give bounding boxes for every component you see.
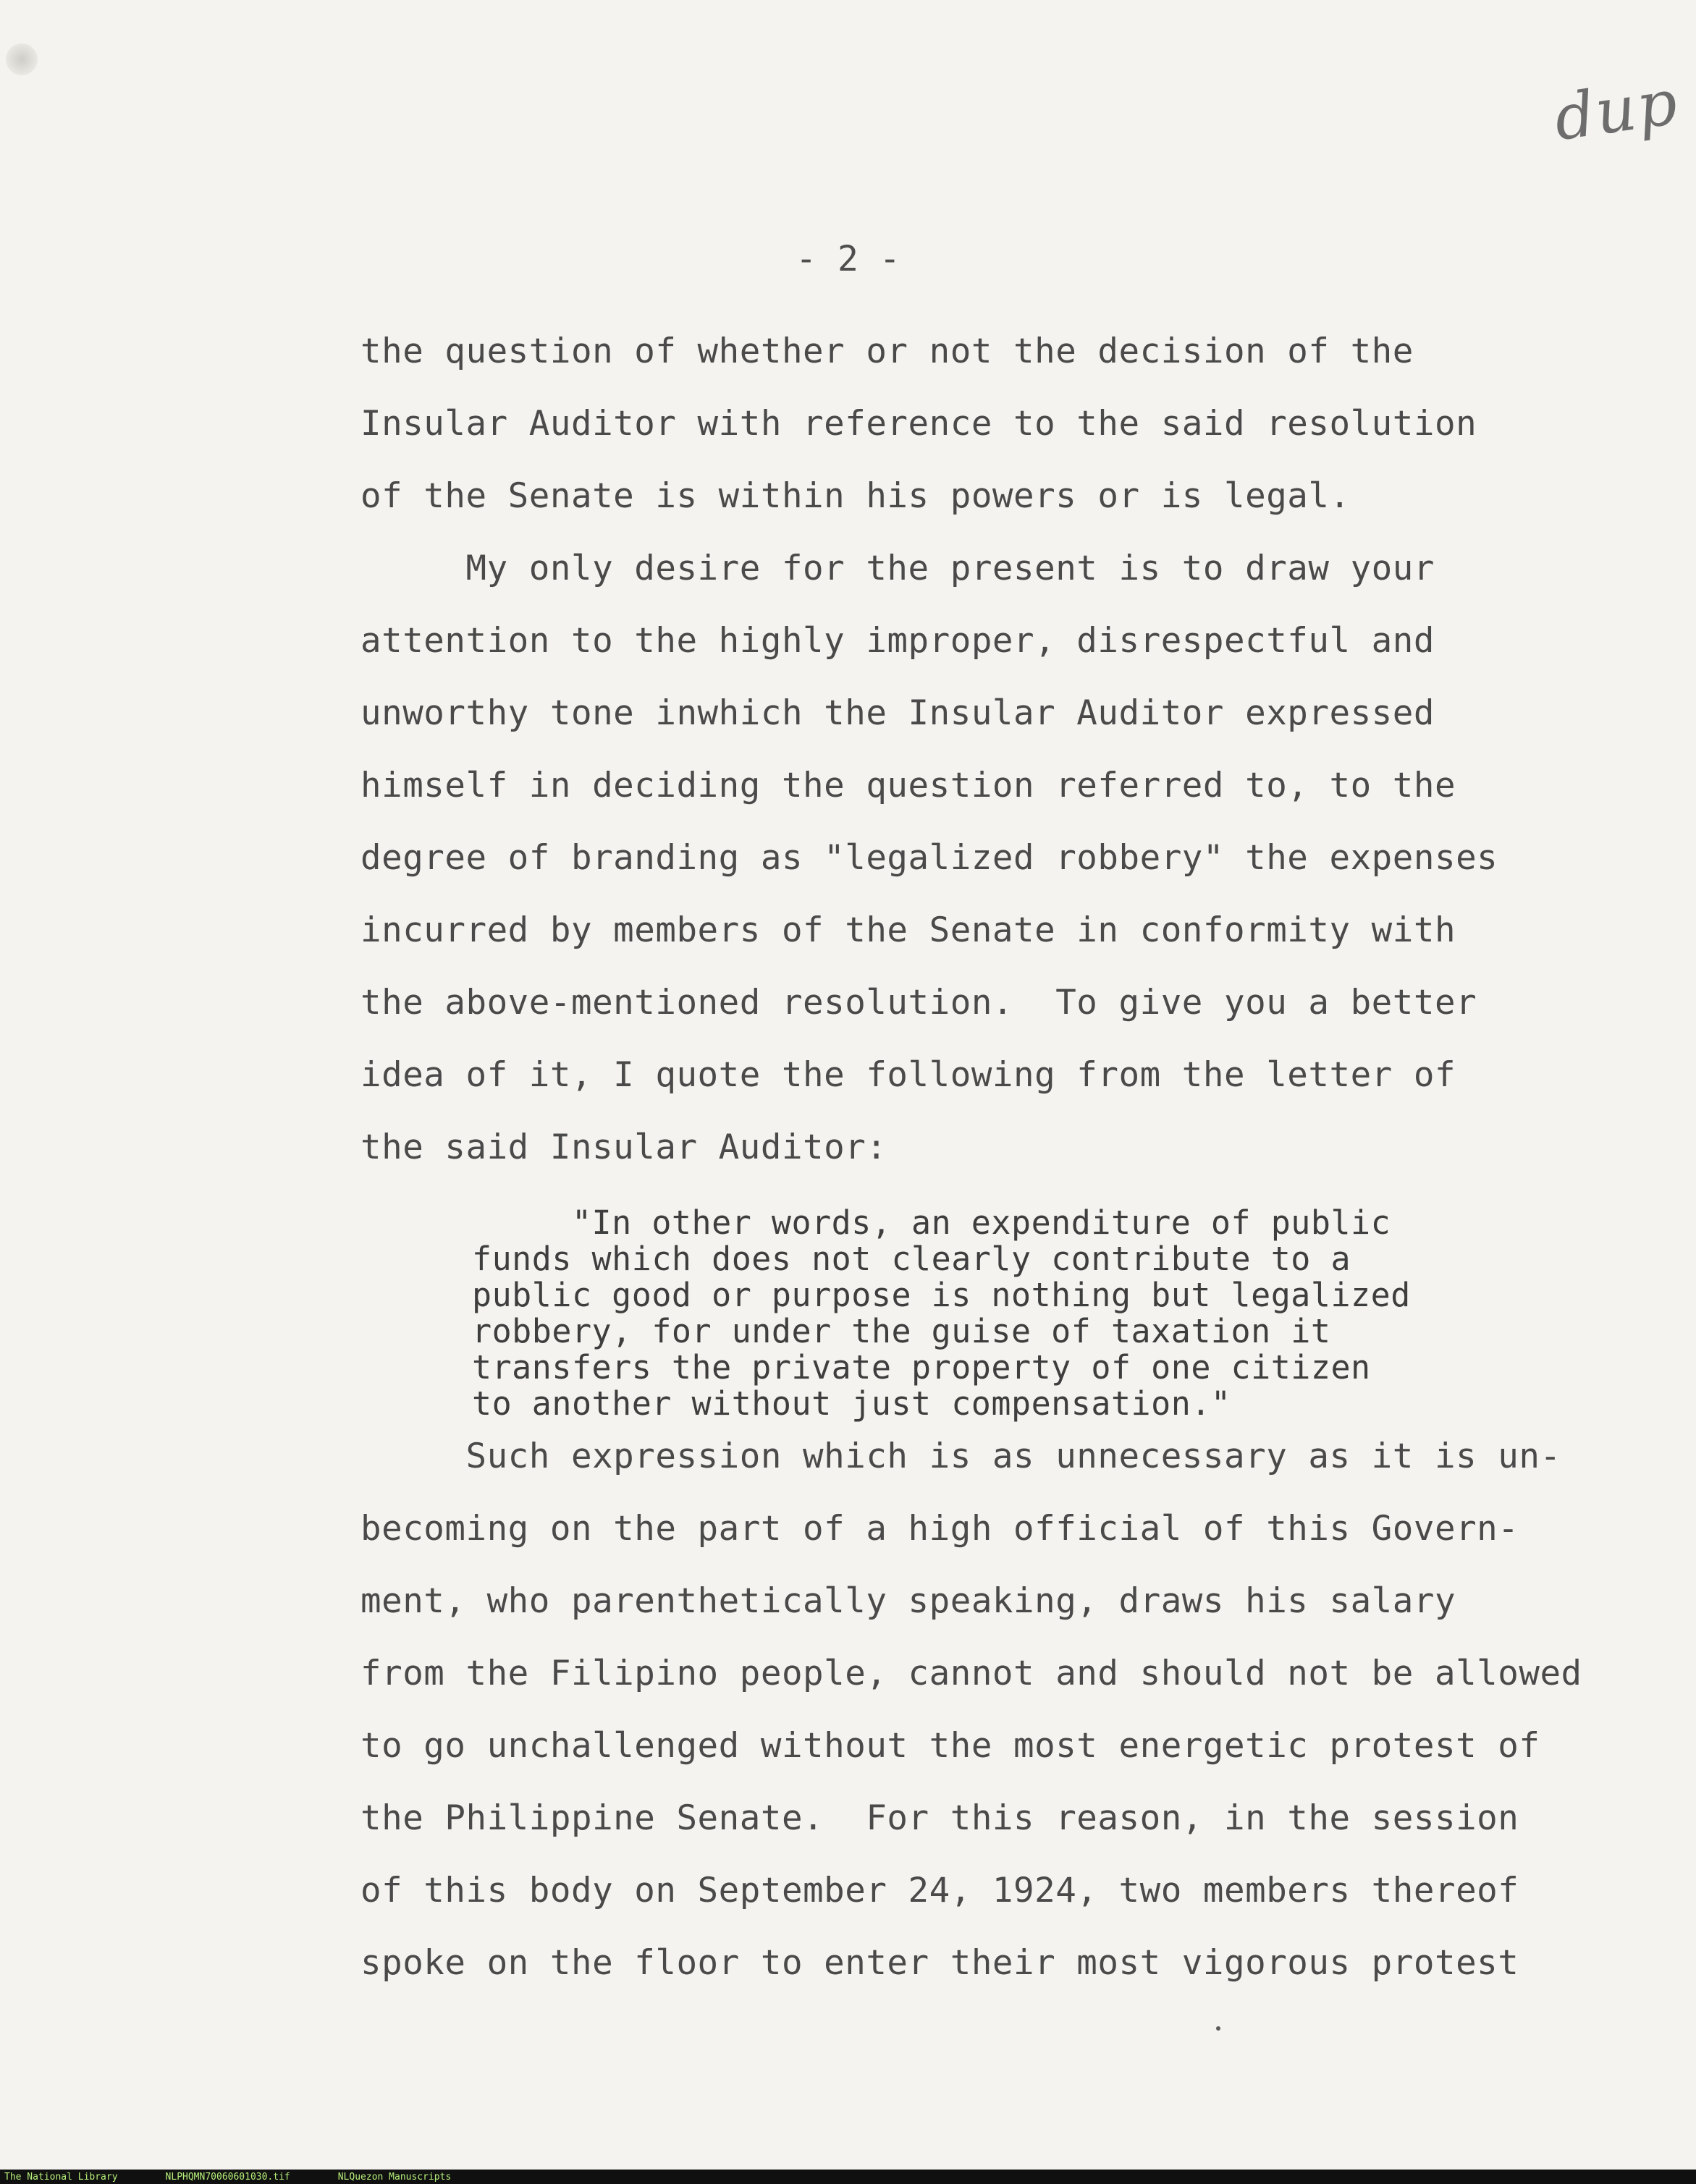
text-line: the said Insular Auditor:	[360, 1127, 887, 1167]
text-line: the above-mentioned resolution. To give you a better	[360, 983, 1477, 1023]
text-line: Insular Auditor with reference to the said resolution	[360, 404, 1477, 444]
handwritten-note: dup	[1550, 66, 1683, 156]
quote-line: "In other words, an expenditure of public	[472, 1203, 1391, 1242]
text-line: becoming on the part of a high official of this Govern-	[360, 1509, 1519, 1549]
text-line: ment, who parenthetically speaking, draws his salary	[360, 1581, 1456, 1621]
text-line: himself in deciding the question referred to, to the	[360, 766, 1456, 805]
footer-file-id: NLPHQMN70060601030.tif	[165, 2171, 290, 2183]
quote-line: funds which does not clearly contribute to a	[472, 1240, 1351, 1278]
quote-line: robbery, for under the guise of taxation it	[472, 1312, 1331, 1350]
text-line: of this body on September 24, 1924, two members thereof	[360, 1871, 1519, 1910]
text-line: from the Filipino people, cannot and should not be allowed	[360, 1654, 1582, 1693]
footer-collection: NLQuezon Manuscripts	[337, 2171, 452, 2183]
paper-corner-mark	[6, 43, 38, 75]
archive-footer-bar	[0, 2170, 1696, 2184]
text-line: the Philippine Senate. For this reason, in the session	[360, 1798, 1519, 1838]
text-line: My only desire for the present is to draw your	[360, 549, 1435, 588]
text-line: spoke on the floor to enter their most vigorous protest	[360, 1943, 1519, 1983]
text-line: attention to the highly improper, disrespectful and	[360, 621, 1435, 661]
text-line: idea of it, I quote the following from the letter of	[360, 1055, 1456, 1095]
text-line: incurred by members of the Senate in conformity with	[360, 910, 1456, 950]
text-line: of the Senate is within his powers or is legal.	[360, 476, 1351, 516]
text-line: Such expression which is as unnecessary as it is un-	[360, 1436, 1561, 1476]
quote-line: transfers the private property of one citizen	[472, 1348, 1371, 1387]
text-line: the question of whether or not the decision of the	[360, 331, 1414, 371]
text-line: to go unchallenged without the most energetic protest of	[360, 1726, 1540, 1766]
text-line: degree of branding as "legalized robbery" the expenses	[360, 838, 1498, 878]
footer-library: The National Library	[4, 2171, 118, 2183]
page-number: - 2 -	[796, 239, 900, 279]
text-line: unworthy tone inwhich the Insular Auditor expressed	[360, 693, 1435, 733]
quote-line: public good or purpose is nothing but legalized	[472, 1276, 1411, 1314]
quote-line: to another without just compensation."	[472, 1384, 1231, 1423]
paper-speck	[1216, 2026, 1220, 2031]
